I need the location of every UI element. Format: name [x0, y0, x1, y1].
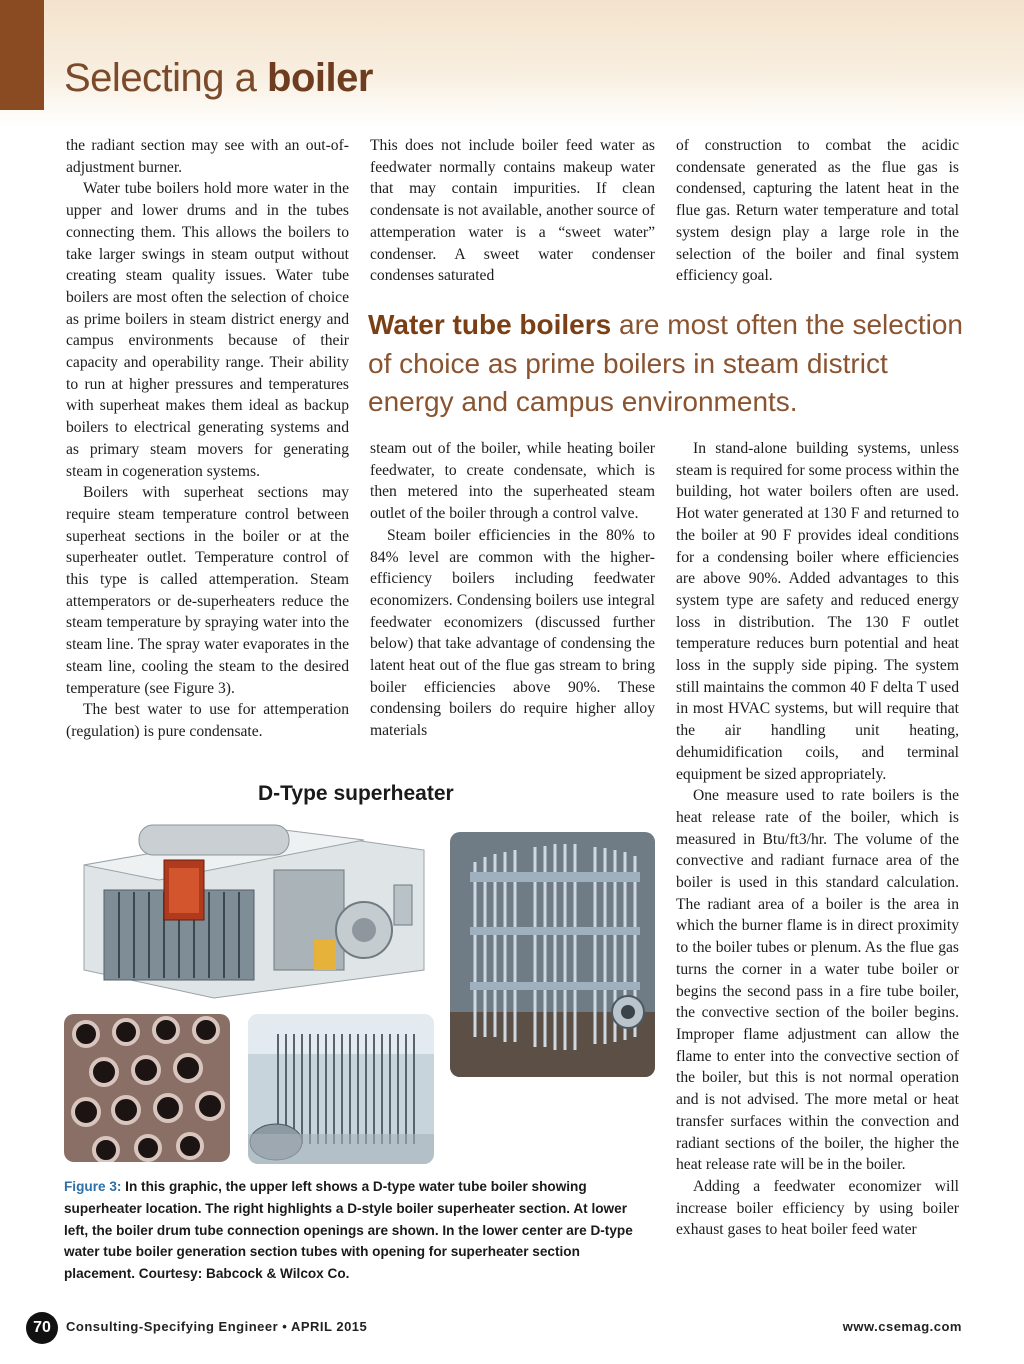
paragraph: The best water to use for attemperation (regulation) is pure condensate.	[66, 701, 349, 740]
section-color-tab	[0, 0, 44, 110]
paragraph: Water tube boilers hold more water in the upper and lower drums and in the tubes connecting them. This allows the boilers to take larger swings in steam output without creating steam quality issues. Water tube boilers are most often the selection of choice as prime boilers in steam district energy and campus environments because of their capacity and operability range. Their ability to run at higher pressures and temperatures with superheat makes them ideal as backup boilers to electrical generating systems and as primary steam movers for generating steam in cogeneration systems.	[66, 180, 349, 480]
page-number: 70	[26, 1312, 58, 1344]
column-2-top	[370, 135, 655, 287]
paragraph: Boilers with superheat sections may require steam temperature control between superheat sections in the boiler or at the superheater outlet. Temperature control of this type is called attemperation. Steam attemperators or de-superheaters reduce the steam temperature by spraying water into the steam line. The spray water evaporates in the steam line, cooling the steam to the desired temperature (see Figure 3).	[66, 484, 349, 697]
column-3-bottom	[676, 438, 959, 1241]
figure-caption	[64, 1176, 650, 1285]
paragraph: the radiant section may see with an out-of-adjustment burner.	[66, 137, 349, 176]
paragraph: In stand-alone building systems, unless steam is required for some process within the building, hot water boilers often are used. Hot water generated at 130 F and returned to the boiler at 90 F provides ideal conditions for a condensing boiler where efficiencies are above 90%. Added advantages to this system type are safety and reduced energy loss in distribution. The 130 F outlet temperature reduces burn potential and heat loss in the supply side piping. The system still maintains the common 40 F delta T used in most HVAC systems, but will require that the air handling unit heating, dehumidification coils, and terminal equipment be sized appropriately.	[676, 440, 959, 783]
page-footer	[0, 1312, 1024, 1342]
section-title-light: Selecting a	[64, 56, 257, 100]
section-title-bold: boiler	[267, 56, 373, 100]
paragraph: Adding a feedwater economizer will increase boiler efficiency by using boiler exhaust gases to heat boiler feed water	[676, 1177, 959, 1239]
column-1	[66, 135, 349, 743]
figure-title: D-Type superheater	[258, 782, 454, 805]
superheater-section-image	[450, 832, 655, 1077]
paragraph: Steam boiler efficiencies in the 80% to 84% level are common with the higher-efficiency boilers including feedwater economizers. Condensing boilers use integral feedwater economizers (discussed further below) that take advantage of condensing the latent heat out of the flue gas stream to bring boiler efficiencies above 90%. These condensing boilers do require higher alloy materials	[370, 526, 655, 740]
paragraph: of construction to combat the acidic condensate generated as the flue gas is condensed, capturing the latent heat in the flue gas. Return water temperature and total system design play a large role in the selection of the boiler and final system efficiency goal.	[676, 137, 959, 285]
column-2-bottom	[370, 438, 655, 742]
generation-tubes-image	[248, 1014, 434, 1164]
paragraph: steam out of the boiler, while heating boiler feedwater, to create condensate, which is then metered into the superheated steam outlet of the boiler through a control valve.	[370, 440, 655, 523]
website-url: www.csemag.com	[842, 1319, 962, 1334]
pull-quote-text: are most often the selection of choice as prime boilers in steam district energy and campus environments.	[368, 309, 963, 417]
boiler-cutaway-image	[64, 820, 452, 1000]
drum-openings-image	[64, 1014, 230, 1162]
pull-quote	[368, 306, 968, 422]
section-title	[64, 56, 373, 101]
paragraph: One measure used to rate boilers is the heat release rate of the boiler, which is measured in Btu/ft3/hr. The volume of the convective and radiant furnace area of the boiler is used in this standard calculation. The radiant area of a boiler is the area in which the burner flame is in direct proximity to the boiler tubes or plenum. As the flue gas turns the corner in a water tube boiler or begins the second pass in a fire tube boiler, the convective section of the boiler begins. Improper flame adjustment can allow the flame to enter into the convective section of the boiler, but this is not normal operation and is not advised. The more metal or heat transfer surfaces within the convection and radiant sections of the boiler, the higher the heat release rate will be in the boiler.	[676, 787, 959, 1174]
figure-caption-text: In this graphic, the upper left shows a D-type water tube boiler showing superheater location. The right highlights a D-style boiler superheater section. At lower left, the boiler drum tube connection openings are shown. In the lower center are D-type water tube boiler generation section tubes with opening for superheater section placement. Courtesy: Babcock & Wilcox Co.	[64, 1179, 633, 1282]
column-3-top	[676, 135, 959, 287]
publication-line: Consulting-Specifying Engineer • APRIL 2015	[66, 1319, 368, 1334]
figure-caption-label: Figure 3:	[64, 1179, 122, 1194]
paragraph: This does not include boiler feed water as feedwater normally contains makeup water that may contain impurities. If clean condensate is not available, another source of attemperation water is a “sweet water” condenser. A sweet water condenser condenses saturated	[370, 137, 655, 285]
pull-quote-bold: Water tube boilers	[368, 309, 612, 340]
